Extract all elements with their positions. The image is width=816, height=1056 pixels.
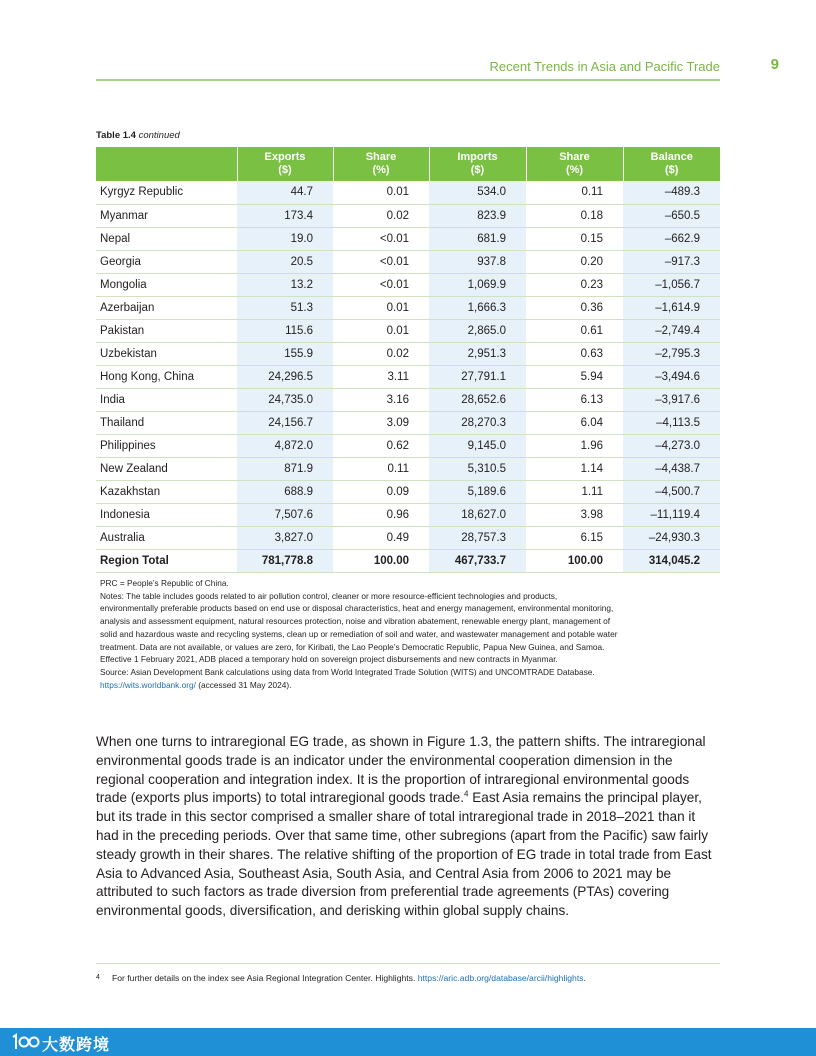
cell-imports-share: 6.04	[526, 411, 623, 434]
cell-balance: –4,273.0	[623, 434, 720, 457]
table-row	[96, 250, 720, 273]
cell-economy: Azerbaijan	[96, 296, 237, 319]
cell-imports: 28,652.6	[429, 388, 526, 411]
watermark-bar	[0, 1028, 816, 1056]
cell-imports: 28,270.3	[429, 411, 526, 434]
table-row	[96, 365, 720, 388]
header-economy	[96, 147, 237, 181]
cell-economy: Australia	[96, 526, 237, 549]
cell-economy: Uzbekistan	[96, 342, 237, 365]
cell-exports-share: 100.00	[333, 549, 429, 572]
table-row	[96, 503, 720, 526]
cell-exports-share: <0.01	[333, 227, 429, 250]
cell-exports-share: 0.01	[333, 319, 429, 342]
cell-exports: 781,778.8	[237, 549, 333, 572]
cell-imports-share: 100.00	[526, 549, 623, 572]
cell-imports: 28,757.3	[429, 526, 526, 549]
cell-exports-share: 0.11	[333, 457, 429, 480]
cell-economy: Kazakhstan	[96, 480, 237, 503]
cell-imports: 681.9	[429, 227, 526, 250]
cell-balance: –2,749.4	[623, 319, 720, 342]
cell-balance: –1,614.9	[623, 296, 720, 319]
cell-balance: –1,056.7	[623, 273, 720, 296]
cell-imports: 5,310.5	[429, 457, 526, 480]
notes-line: Notes: The table includes goods related to air pollution control, cleaner or more resource-efficient technologies and products,	[100, 590, 558, 601]
cell-balance: –4,500.7	[623, 480, 720, 503]
watermark-brand-text: 大数跨境	[42, 1037, 111, 1054]
cell-exports: 51.3	[237, 296, 333, 319]
cell-imports-share: 3.98	[526, 503, 623, 526]
header-exports: Exports ($)	[237, 147, 333, 181]
header-imports: Imports ($)	[429, 147, 526, 181]
footnote-end: .	[583, 973, 586, 983]
abbreviation-note: PRC = People’s Republic of China.	[100, 578, 229, 588]
watermark-logo-icon	[10, 1031, 40, 1053]
cell-balance: –917.3	[623, 250, 720, 273]
cell-economy: Mongolia	[96, 273, 237, 296]
cell-balance: –4,438.7	[623, 457, 720, 480]
cell-exports: 24,296.5	[237, 365, 333, 388]
notes-line: solid and hazardous waste and recycling systems, clean up or remediation of soil and water, and wastewater management and potable water	[100, 628, 618, 639]
running-title: Recent Trends in Asia and Pacific Trade	[489, 59, 720, 74]
footnote	[96, 972, 720, 984]
table-row	[96, 342, 720, 365]
cell-balance: 314,045.2	[623, 549, 720, 572]
table-row	[96, 319, 720, 342]
cell-exports: 173.4	[237, 204, 333, 227]
notes-line: environmentally preferable products based on end use or disposal characteristics, heat and energy management, environmental monitoring,	[100, 603, 614, 614]
cell-exports-share: 3.11	[333, 365, 429, 388]
cell-imports: 18,627.0	[429, 503, 526, 526]
table-row	[96, 411, 720, 434]
cell-imports: 937.8	[429, 250, 526, 273]
cell-imports-share: 5.94	[526, 365, 623, 388]
cell-imports: 27,791.1	[429, 365, 526, 388]
cell-exports: 20.5	[237, 250, 333, 273]
table-row	[96, 204, 720, 227]
source-link[interactable]: https://wits.worldbank.org/	[100, 679, 196, 690]
cell-exports: 688.9	[237, 480, 333, 503]
cell-economy: Philippines	[96, 434, 237, 457]
cell-imports-share: 0.36	[526, 296, 623, 319]
cell-imports-share: 1.96	[526, 434, 623, 457]
cell-economy: Pakistan	[96, 319, 237, 342]
cell-imports-share: 0.11	[526, 181, 623, 204]
notes-line: analysis and assessment equipment, natural resources protection, noise and vibration abatement, renewable energy plant, management of	[100, 616, 611, 627]
cell-balance: –24,930.3	[623, 526, 720, 549]
cell-imports: 534.0	[429, 181, 526, 204]
cell-exports-share: 0.01	[333, 296, 429, 319]
cell-exports-share: 0.02	[333, 204, 429, 227]
cell-exports: 4,872.0	[237, 434, 333, 457]
body-text-part: When one turns to intraregional EG trade, as shown in Figure 1.3, the pattern shifts. The intraregional environmental goods trade is an indicator under the environmental cooperation dimension in the regional cooperation and integration index. It is the proportion of intraregional environmental goods trade (exports plus imports) to total intraregional goods trade.	[96, 734, 706, 806]
page-number: 9	[770, 56, 779, 73]
cell-economy: Hong Kong, China	[96, 365, 237, 388]
cell-exports: 7,507.6	[237, 503, 333, 526]
cell-exports: 44.7	[237, 181, 333, 204]
cell-balance: –2,795.3	[623, 342, 720, 365]
cell-exports: 115.6	[237, 319, 333, 342]
table-row	[96, 388, 720, 411]
notes-line: treatment. Data are not available, or values are zero, for Kiribati, the Lao People’s Democratic Republic, Papua New Guinea, and Samoa.	[100, 641, 605, 652]
cell-balance: –3,917.6	[623, 388, 720, 411]
body-paragraph	[96, 733, 720, 921]
table-row	[96, 526, 720, 549]
cell-economy: Thailand	[96, 411, 237, 434]
footnote-reference[interactable]: 4	[463, 789, 469, 799]
table-row	[96, 227, 720, 250]
body-text-part: East Asia remains the principal player, but its trade in this sector comprised a smaller share of total intraregional trade in 2018–2021 than it had in the preceding periods. Over that same time, other subregions (apart from the Pacific) saw fairly steady growth in their shares. The relative shifting of the proportion of EG trade in total trade from East Asia to Advanced Asia, Southeast Asia, South Asia, and Central Asia from 2006 to 2021 may be attributed to such factors as trade diversion from preferential trade agreements (PTAs) covering environmental goods, diversification, and derisking within global supply chains.	[96, 790, 712, 919]
table-header	[96, 147, 720, 181]
cell-balance: –650.5	[623, 204, 720, 227]
cell-economy: Georgia	[96, 250, 237, 273]
cell-imports-share: 0.15	[526, 227, 623, 250]
cell-imports: 1,069.9	[429, 273, 526, 296]
cell-exports-share: 0.96	[333, 503, 429, 526]
header-rule	[96, 79, 720, 81]
cell-economy: India	[96, 388, 237, 411]
page-header	[96, 56, 784, 80]
source-link-line	[100, 679, 722, 692]
header-imports-share: Share (%)	[526, 147, 623, 181]
cell-economy: Kyrgyz Republic	[96, 181, 237, 204]
cell-exports-share: <0.01	[333, 273, 429, 296]
cell-imports-share: 0.18	[526, 204, 623, 227]
table-row	[96, 181, 720, 204]
cell-economy: Region Total	[96, 549, 237, 572]
cell-imports: 9,145.0	[429, 434, 526, 457]
cell-imports: 467,733.7	[429, 549, 526, 572]
cell-economy: Myanmar	[96, 204, 237, 227]
cell-exports-share: 0.49	[333, 526, 429, 549]
cell-exports-share: <0.01	[333, 250, 429, 273]
cell-imports: 5,189.6	[429, 480, 526, 503]
cell-imports-share: 1.14	[526, 457, 623, 480]
cell-economy: Indonesia	[96, 503, 237, 526]
cell-balance: –662.9	[623, 227, 720, 250]
cell-exports: 871.9	[237, 457, 333, 480]
table-row	[96, 273, 720, 296]
table-total-row	[96, 549, 720, 572]
cell-balance: –11,119.4	[623, 503, 720, 526]
footnote-mark: 4	[96, 974, 100, 981]
table-row	[96, 457, 720, 480]
cell-imports-share: 0.20	[526, 250, 623, 273]
header-exports-share: Share (%)	[333, 147, 429, 181]
notes-line: Effective 1 February 2021, ADB placed a temporary hold on sovereign project disbursements and new contracts in Myanmar.	[100, 654, 558, 665]
footnote-text: For further details on the index see Asia Regional Integration Center. Highlights.	[112, 973, 418, 983]
cell-exports-share: 3.09	[333, 411, 429, 434]
cell-imports-share: 0.61	[526, 319, 623, 342]
table-row	[96, 434, 720, 457]
cell-imports: 823.9	[429, 204, 526, 227]
cell-exports-share: 0.02	[333, 342, 429, 365]
cell-imports: 1,666.3	[429, 296, 526, 319]
cell-balance: –3,494.6	[623, 365, 720, 388]
cell-exports: 19.0	[237, 227, 333, 250]
header-balance: Balance ($)	[623, 147, 720, 181]
cell-exports: 24,735.0	[237, 388, 333, 411]
table-row	[96, 480, 720, 503]
cell-balance: –4,113.5	[623, 411, 720, 434]
trade-table	[96, 147, 720, 573]
cell-imports-share: 1.11	[526, 480, 623, 503]
footnote-link[interactable]: https://aric.adb.org/database/arcii/highlights	[417, 973, 584, 983]
table-body	[96, 181, 720, 572]
source-accessed: (accessed 31 May 2024).	[195, 679, 292, 690]
cell-imports-share: 6.15	[526, 526, 623, 549]
table-notes	[100, 577, 722, 691]
cell-exports: 13.2	[237, 273, 333, 296]
cell-imports-share: 6.13	[526, 388, 623, 411]
cell-exports-share: 0.62	[333, 434, 429, 457]
table-caption-note: continued	[138, 130, 180, 141]
cell-balance: –489.3	[623, 181, 720, 204]
table-caption-label: Table 1.4	[96, 130, 136, 141]
cell-exports: 24,156.7	[237, 411, 333, 434]
cell-imports-share: 0.23	[526, 273, 623, 296]
cell-exports-share: 0.09	[333, 480, 429, 503]
cell-exports: 155.9	[237, 342, 333, 365]
source-note: Source: Asian Development Bank calculations using data from World Integrated Trade Solution (WITS) and UNCOMTRADE Database.	[100, 666, 595, 677]
footnote-rule	[96, 963, 720, 964]
cell-imports-share: 0.63	[526, 342, 623, 365]
cell-economy: New Zealand	[96, 457, 237, 480]
cell-imports: 2,865.0	[429, 319, 526, 342]
table-row	[96, 296, 720, 319]
table-caption	[96, 130, 180, 141]
cell-imports: 2,951.3	[429, 342, 526, 365]
cell-exports-share: 3.16	[333, 388, 429, 411]
cell-economy: Nepal	[96, 227, 237, 250]
cell-exports: 3,827.0	[237, 526, 333, 549]
cell-exports-share: 0.01	[333, 181, 429, 204]
